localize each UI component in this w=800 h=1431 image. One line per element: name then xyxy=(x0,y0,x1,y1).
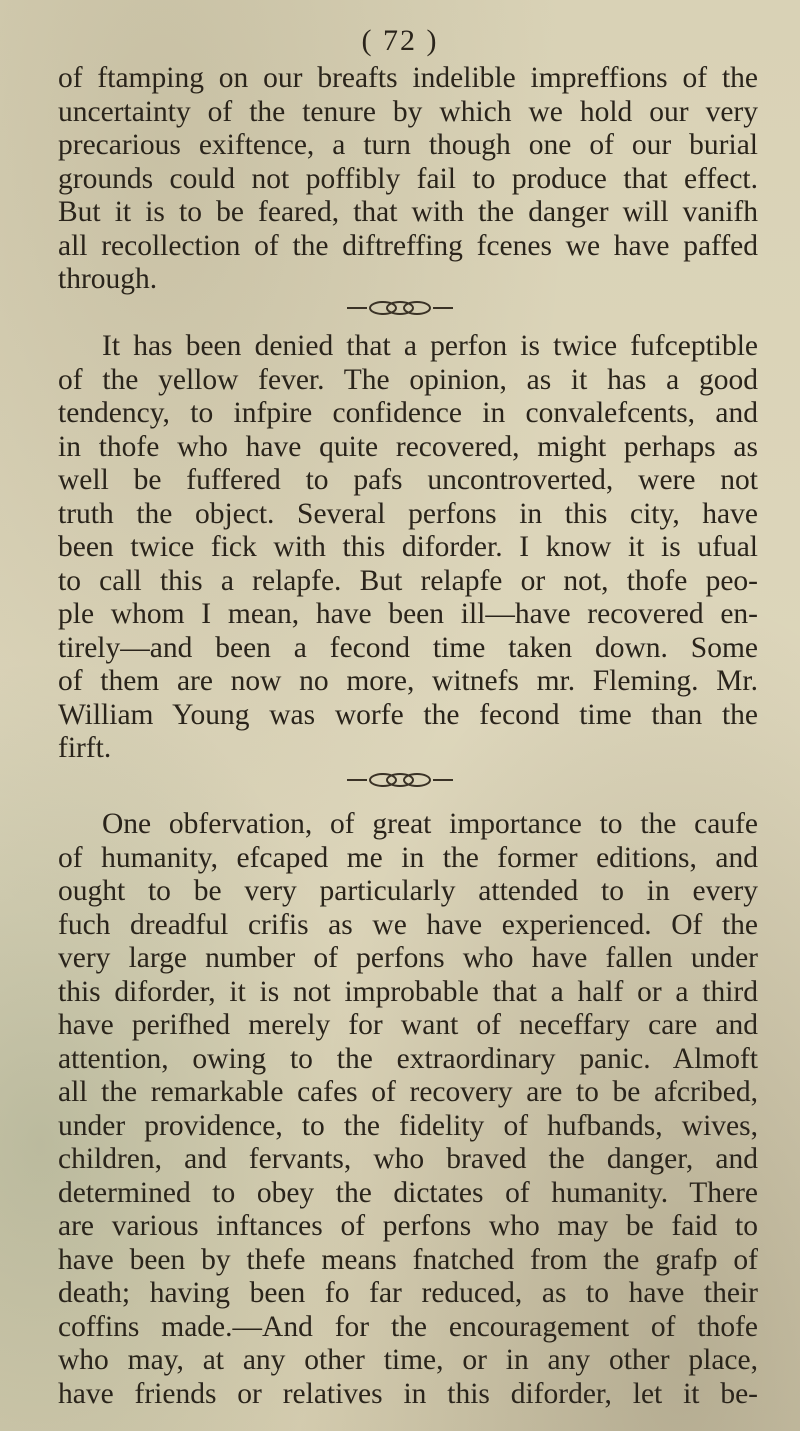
paragraph-1 xyxy=(58,62,758,297)
text-line: determined to obey the dictates of humanity. There xyxy=(58,1176,758,1209)
text-line: One obfervation, of great importance to the caufe xyxy=(102,808,758,840)
text-line: fuch dreadful crifis as we have experienced. Of the xyxy=(58,908,758,941)
text-line: grounds could not poffibly fail to produce that effect. xyxy=(58,162,758,195)
text-line: precarious exiftence, a turn though one of our burial xyxy=(58,129,758,161)
text-line: been twice fick with this diforder. I know it is ufual xyxy=(58,531,758,563)
text-line: William Young was worfe the fecond time than the xyxy=(58,698,758,731)
text-line: who may, at any other time, or in any other place, xyxy=(58,1344,758,1376)
text-line: very large number of perfons who have fallen under xyxy=(58,942,758,974)
ornament-icon xyxy=(345,299,455,317)
page-number: ( 72 ) xyxy=(361,24,439,57)
text-line: ple whom I mean, have been ill—have recovered en- xyxy=(58,598,758,630)
text-line: have friends or relatives in this diforder, let it be- xyxy=(58,1377,758,1410)
text-line: coffins made.—And for the encouragement of thofe xyxy=(58,1310,758,1343)
ornament-icon xyxy=(345,771,455,789)
text-line: have been by thefe means fnatched from the grafp of xyxy=(58,1243,758,1276)
text-line: of the yellow fever. The opinion, as it has a good xyxy=(58,363,758,396)
text-line: of humanity, efcaped me in the former editions, and xyxy=(58,841,758,874)
text-line: attention, owing to the extraordinary panic. Almoft xyxy=(58,1042,758,1075)
text-line: tendency, to infpire confidence in convalefcents, and xyxy=(58,397,758,429)
text-line: in thofe who have quite recovered, might perhaps as xyxy=(58,430,758,463)
text-line: ought to be very particularly attended to in every xyxy=(58,875,758,907)
paragraph-2 xyxy=(58,330,758,766)
text-line: under providence, to the fidelity of hufbands, wives, xyxy=(58,1109,758,1142)
text-line: well be fuffered to pafs uncontroverted, were not xyxy=(58,464,758,496)
text-line: of them are now no more, witnefs mr. Fleming. Mr. xyxy=(58,665,758,697)
text-line: this diforder, it is not improbable that a half or a third xyxy=(58,975,758,1008)
text-line: all recollection of the diftreffing fcenes we have paffed xyxy=(58,229,758,262)
text-line: have perifhed merely for want of neceffary care and xyxy=(58,1009,758,1041)
text-line: children, and fervants, who braved the danger, and xyxy=(58,1143,758,1175)
text-line: to call this a relapfe. But relapfe or not, thofe peo- xyxy=(58,564,758,597)
text-line: tirely—and been a fecond time taken down. Some xyxy=(58,631,758,664)
text-line: through. xyxy=(58,263,158,295)
paragraph-3 xyxy=(58,808,758,1411)
text-line: all the remarkable cafes of recovery are to be afcribed, xyxy=(58,1076,758,1108)
text-line: are various inftances of perfons who may be faid to xyxy=(58,1210,758,1242)
text-line: But it is to be feared, that with the danger will vanifh xyxy=(58,196,758,228)
text-line: firft. xyxy=(58,732,112,764)
ornamental-divider xyxy=(0,768,800,792)
ornamental-divider xyxy=(0,296,800,320)
text-line: death; having been fo far reduced, as to have their xyxy=(58,1277,758,1309)
text-line: of ftamping on our breafts indelible impreffions of the xyxy=(58,62,758,94)
text-line: truth the object. Several perfons in this city, have xyxy=(58,497,758,530)
text-line: uncertainty of the tenure by which we hold our very xyxy=(58,95,758,128)
text-line: It has been denied that a perfon is twice fufceptible xyxy=(102,330,758,362)
